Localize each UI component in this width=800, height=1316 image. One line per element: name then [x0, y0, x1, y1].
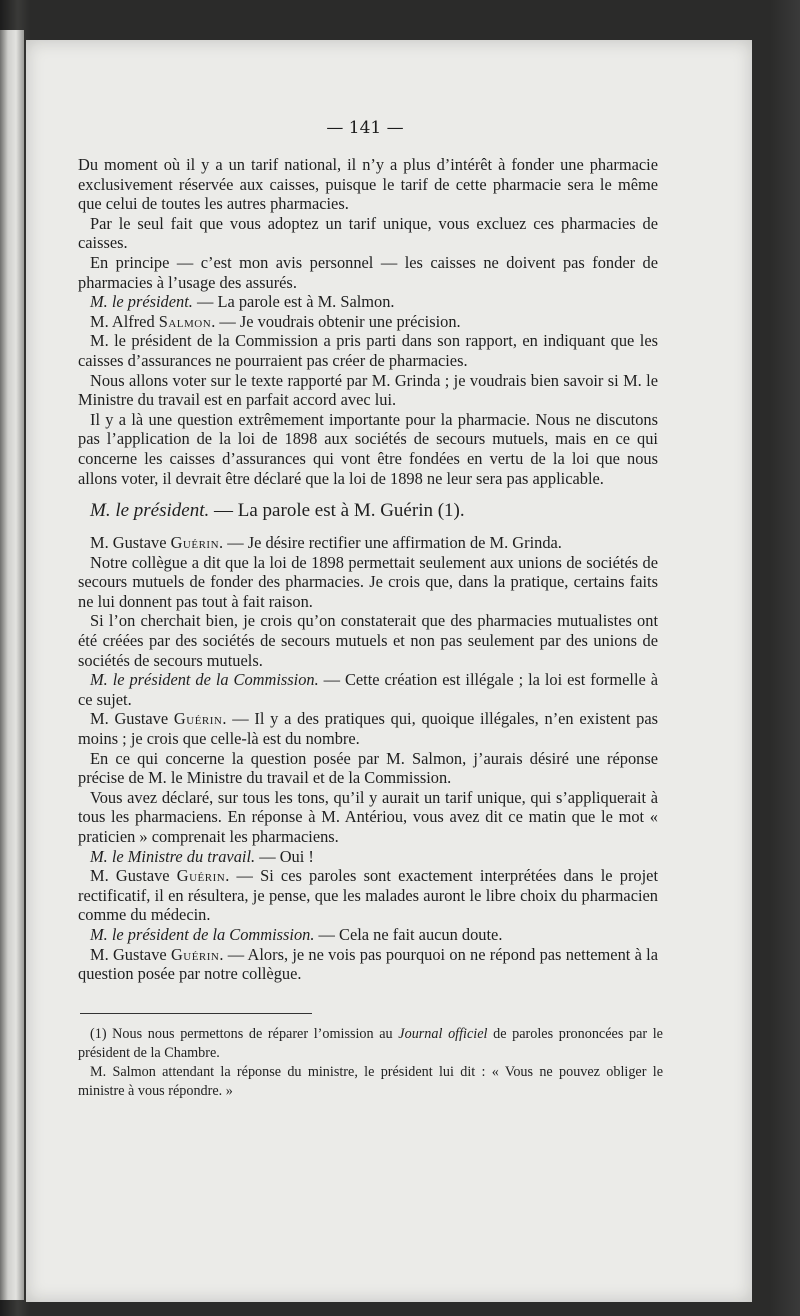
page-number: — 141 — — [326, 118, 404, 138]
footnotes — [78, 1025, 663, 1101]
paragraph-5: M. le président de la Commission a pris parti dans son rapport, en indiquant que les caisses d’assurances ne pourraient pas créer de pharmacies. — [78, 331, 658, 370]
speech-text: — La parole est à M. Guérin (1). — [209, 500, 465, 522]
paragraph-3 — [78, 292, 658, 312]
paragraph-19 — [78, 945, 658, 984]
speech-text: — Cela ne fait aucun doute. — [314, 924, 503, 944]
speaker-name: Salmon — [158, 311, 212, 331]
footnote-1 — [78, 1025, 663, 1063]
paragraph-11: Si l’on cherchait bien, je crois qu’on constaterait que des pharmacies mutualistes ont été créées par des sociétés de secours mutuels et non pas seulement par des unions de sociétés de secours mutuels. — [78, 611, 658, 670]
speaker-name: Guérin — [176, 866, 226, 886]
speaker-name: M. le président. — [90, 292, 193, 312]
paragraph-18 — [78, 925, 658, 945]
speech-text: — La parole est à M. Salmon. — [192, 292, 395, 312]
footnote-divider — [80, 1013, 312, 1014]
paragraph-2: En principe — c’est mon avis personnel — les caisses ne doivent pas fonder de pharmacies à l’usage des assurés. — [78, 252, 658, 292]
paragraph-1: Par le seul fait que vous adoptez un tarif unique, vous excluez ces pharmacies de caisses. — [78, 213, 658, 253]
paragraph-7: Il y a là une question extrêmement importante pour la pharmacie. Nous ne discutons pas l’application de la loi de 1898 aux sociétés de secours mutuels, mais en ce qui concerne les caisses d’assurances qui vont être fondées en vertu de la loi que nous allons voter, il devrait être déclaré que la loi de 1898 ne leur sera pas applicable. — [78, 409, 658, 488]
speaker-prefix: M. Gustave — [90, 709, 174, 729]
speaker-prefix: M. Alfred — [90, 311, 159, 331]
speaker-name: M. le président de la Commission. — [90, 924, 315, 944]
speech-text: . — Je désire rectifier une affirmation de M. Grinda. — [219, 533, 562, 553]
footnote-1-journal-title: Journal officiel — [398, 1026, 488, 1042]
paragraph-0: Du moment où il y a un tarif national, il n’y a plus d’intérêt à fonder une pharmacie exclusivement réservée aux caisses, puisque le tarif de cette pharmacie sera le même que celui de toutes les autres pharmacies. — [78, 155, 658, 214]
speaker-name: M. le président. — [90, 500, 210, 522]
speech-text: . — Si ces paroles sont exactement interprétées dans le projet rectificatif, il en résultera, je pense, que les malades auront le libre choix du pharmacien comme du médecin. — [78, 866, 658, 925]
speaker-name: Guérin — [170, 944, 220, 964]
paragraph-13 — [78, 709, 658, 748]
paragraph-14: En ce qui concerne la question posée par M. Salmon, j’aurais désiré une réponse précise de M. le Ministre du travail et de la Commission. — [78, 748, 658, 788]
speech-text: — Oui ! — [255, 846, 314, 866]
speaker-prefix: M. Gustave — [90, 533, 171, 553]
paragraph-8 — [78, 499, 658, 523]
paragraph-17 — [78, 866, 658, 925]
paragraph-4 — [78, 312, 658, 332]
speech-text: . — Il y a des pratiques qui, quoique illégales, n’en existent pas moins ; je crois que celle-là est du nombre. — [78, 709, 658, 749]
body-text — [78, 155, 658, 984]
left-page-edge — [0, 30, 24, 1300]
speaker-prefix: M. Gustave — [90, 866, 177, 886]
paragraph-9 — [78, 533, 658, 553]
speaker-name: Guérin — [173, 709, 223, 729]
footnote-1-text: (1) Nous nous permettons de réparer l’omission au — [90, 1026, 399, 1042]
speech-text: . — Je voudrais obtenir une précision. — [211, 311, 461, 331]
paragraph-10: Notre collègue a dit que la loi de 1898 permettait seulement aux unions de sociétés de secours mutuels de fonder des pharmacies. Je crois que, dans la pratique, certains faits ne lui donnent pas tout à fait raison. — [78, 552, 658, 611]
footnote-1-text-end: de paroles prononcées par le président de la Chambre. — [78, 1026, 663, 1061]
speaker-prefix: M. Gustave — [90, 944, 171, 964]
footnote-2: M. Salmon attendant la réponse du ministre, le président lui dit : « Vous ne pouvez obliger le ministre à vous répondre. » — [78, 1064, 663, 1099]
speaker-name: M. le Ministre du travail. — [90, 846, 256, 866]
paragraph-6: Nous allons voter sur le texte rapporté par M. Grinda ; je voudrais bien savoir si M. le Ministre du travail est en parfait accord avec lui. — [78, 370, 658, 410]
paragraph-12 — [78, 670, 658, 709]
speaker-name: Guérin — [170, 533, 220, 553]
speaker-name: M. le président de la Commission. — [90, 670, 319, 690]
paragraph-15: Vous avez déclaré, sur tous les tons, qu’il y aurait un tarif unique, qui s’appliquerait à tous les pharmaciens. En réponse à M. Antériou, vous avez dit ce matin que le mot « praticien » comprenait les pharmaciens. — [78, 787, 658, 846]
paragraph-16 — [78, 847, 658, 867]
speech-text: — Cette création est illégale ; la loi est formelle à ce sujet. — [78, 670, 658, 709]
speech-text: . — Alors, je ne vois pas pourquoi on ne répond pas nettement à la question posée par notre collègue. — [78, 944, 658, 984]
